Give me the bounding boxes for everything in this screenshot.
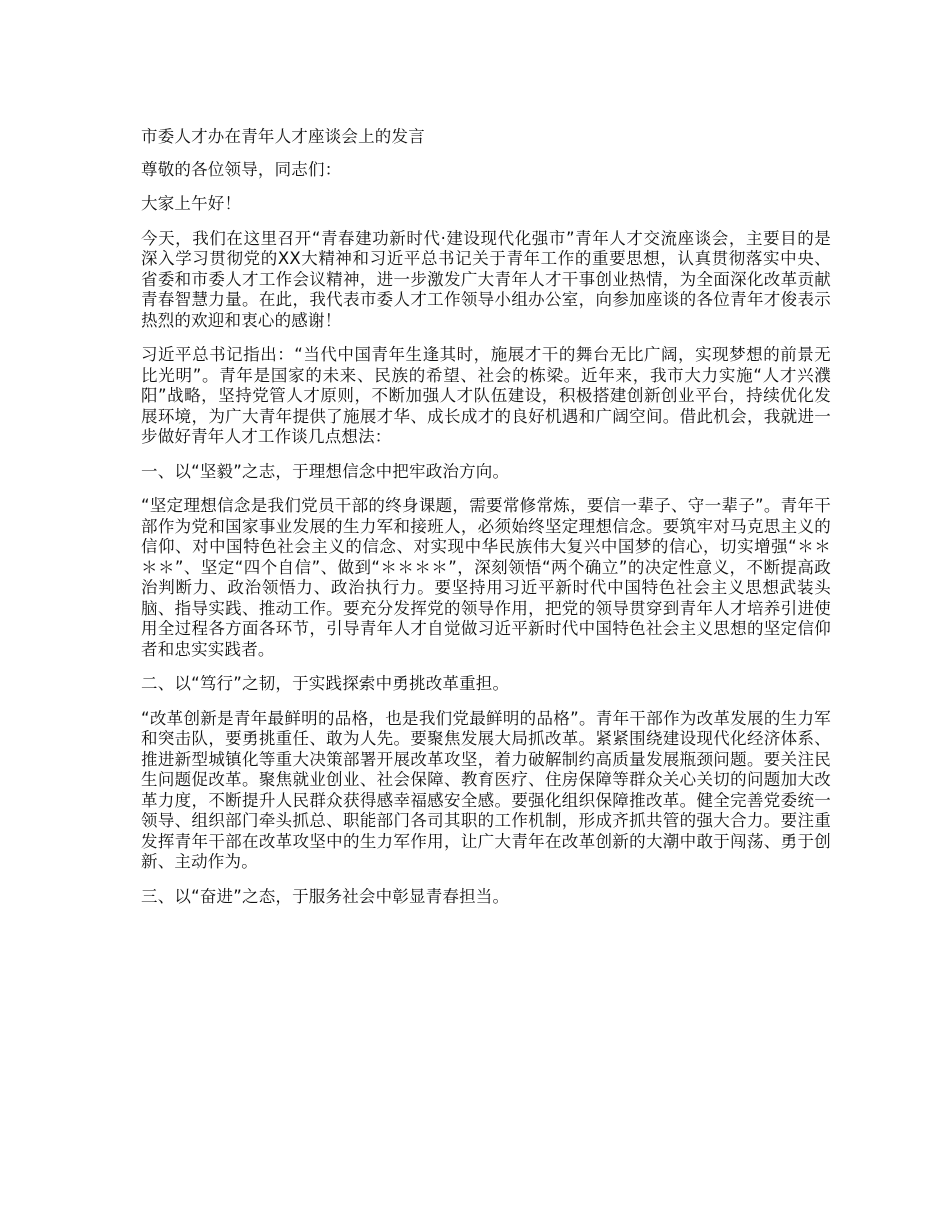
section-body-2: “改革创新是青年最鲜明的品格，也是我们党最鲜明的品格”。青年干部作为改革发展的生力军和突击队，要勇挑重任、敢为人先。要聚焦发展大局抓改革。紧紧围绕建设现代化经济体系、推进新型城镇化等重大决策部署开展改革攻坚，着力破解制约高质量发展瓶颈问题。要关注民生问题促改革。聚焦就业创业、社会保障、教育医疗、住房保障等群众关心关切的问题加大改革力度，不断提升人民群众获得感幸福感安全感。要强化组织保障推改革。健全完善党委统一领导、组织部门牵头抓总、职能部门各司其职的工作机制，形成齐抓共管的强大合力。要注重发挥青年干部在改革攻坚中的生力军作用，让广大青年在改革创新的大潮中敢于闯荡、勇于创新、主动作为。 bbox=[141, 708, 831, 871]
section-heading-3: 三、以“奋进”之态，于服务社会中彰显青春担当。 bbox=[141, 886, 510, 906]
paragraph-background: 习近平总书记指出：“当代中国青年生逢其时，施展才干的舞台无比广阔，实现梦想的前景无比光明”。青年是国家的未来、民族的希望、社会的栋梁。近年来，我市大力实施“人才兴濮阳”战略，坚持党管人才原则，不断加强人才队伍建设，积极搭建创新创业平台，持续优化发展环境，为广大青年提供了施展才华、成长成才的良好机遇和广阔空间。借此机会，我就进一步做好青年人才工作谈几点想法： bbox=[141, 345, 831, 446]
salutation: 尊敬的各位领导，同志们： bbox=[141, 159, 342, 179]
section-body-1: “坚定理想信念是我们党员干部的终身课题，需要常修常炼，要信一辈子、守一辈子”。青年干部作为党和国家事业发展的生力军和接班人，必须始终坚定理想信念。要筑牢对马克思主义的信仰、对中国特色社会主义的信念、对实现中华民族伟大复兴中国梦的信心，切实增强“＊＊＊＊”、坚定“四个自信”、做到“＊＊＊＊”，深刻领悟“两个确立”的决定性意义，不断提高政治判断力、政治领悟力、政治执行力。要坚持用习近平新时代中国特色社会主义思想武装头脑、指导实践、推动工作。要充分发挥党的领导作用，把党的领导贯穿到青年人才培养引进使用全过程各方面各环节，引导青年人才自觉做习近平新时代中国特色社会主义思想的坚定信仰者和忠实实践者。 bbox=[141, 496, 831, 659]
section-heading-2: 二、以“笃行”之韧，于实践探索中勇挑改革重担。 bbox=[141, 674, 510, 693]
section-heading-1: 一、以“坚毅”之志，于理想信念中把牢政治方向。 bbox=[141, 461, 510, 481]
paragraph-intro: 今天，我们在这里召开“青春建功新时代·建设现代化强市”青年人才交流座谈会，主要目的是深入学习贯彻党的XX大精神和习近平总书记关于青年工作的重要思想，认真贯彻落实中央、省委和市委人才工作会议精神，进一步激发广大青年人才干事创业热情，为全面深化改革贡献青春智慧力量。在此，我代表市委人才工作领导小组办公室，向参加座谈的各位青年才俊表示热烈的欢迎和衷心的感谢！ bbox=[141, 228, 831, 330]
document-body bbox=[141, 127, 831, 921]
document-title: 市委人才办在青年人才座谈会上的发言 bbox=[141, 127, 425, 146]
greeting: 大家上午好！ bbox=[141, 194, 242, 213]
